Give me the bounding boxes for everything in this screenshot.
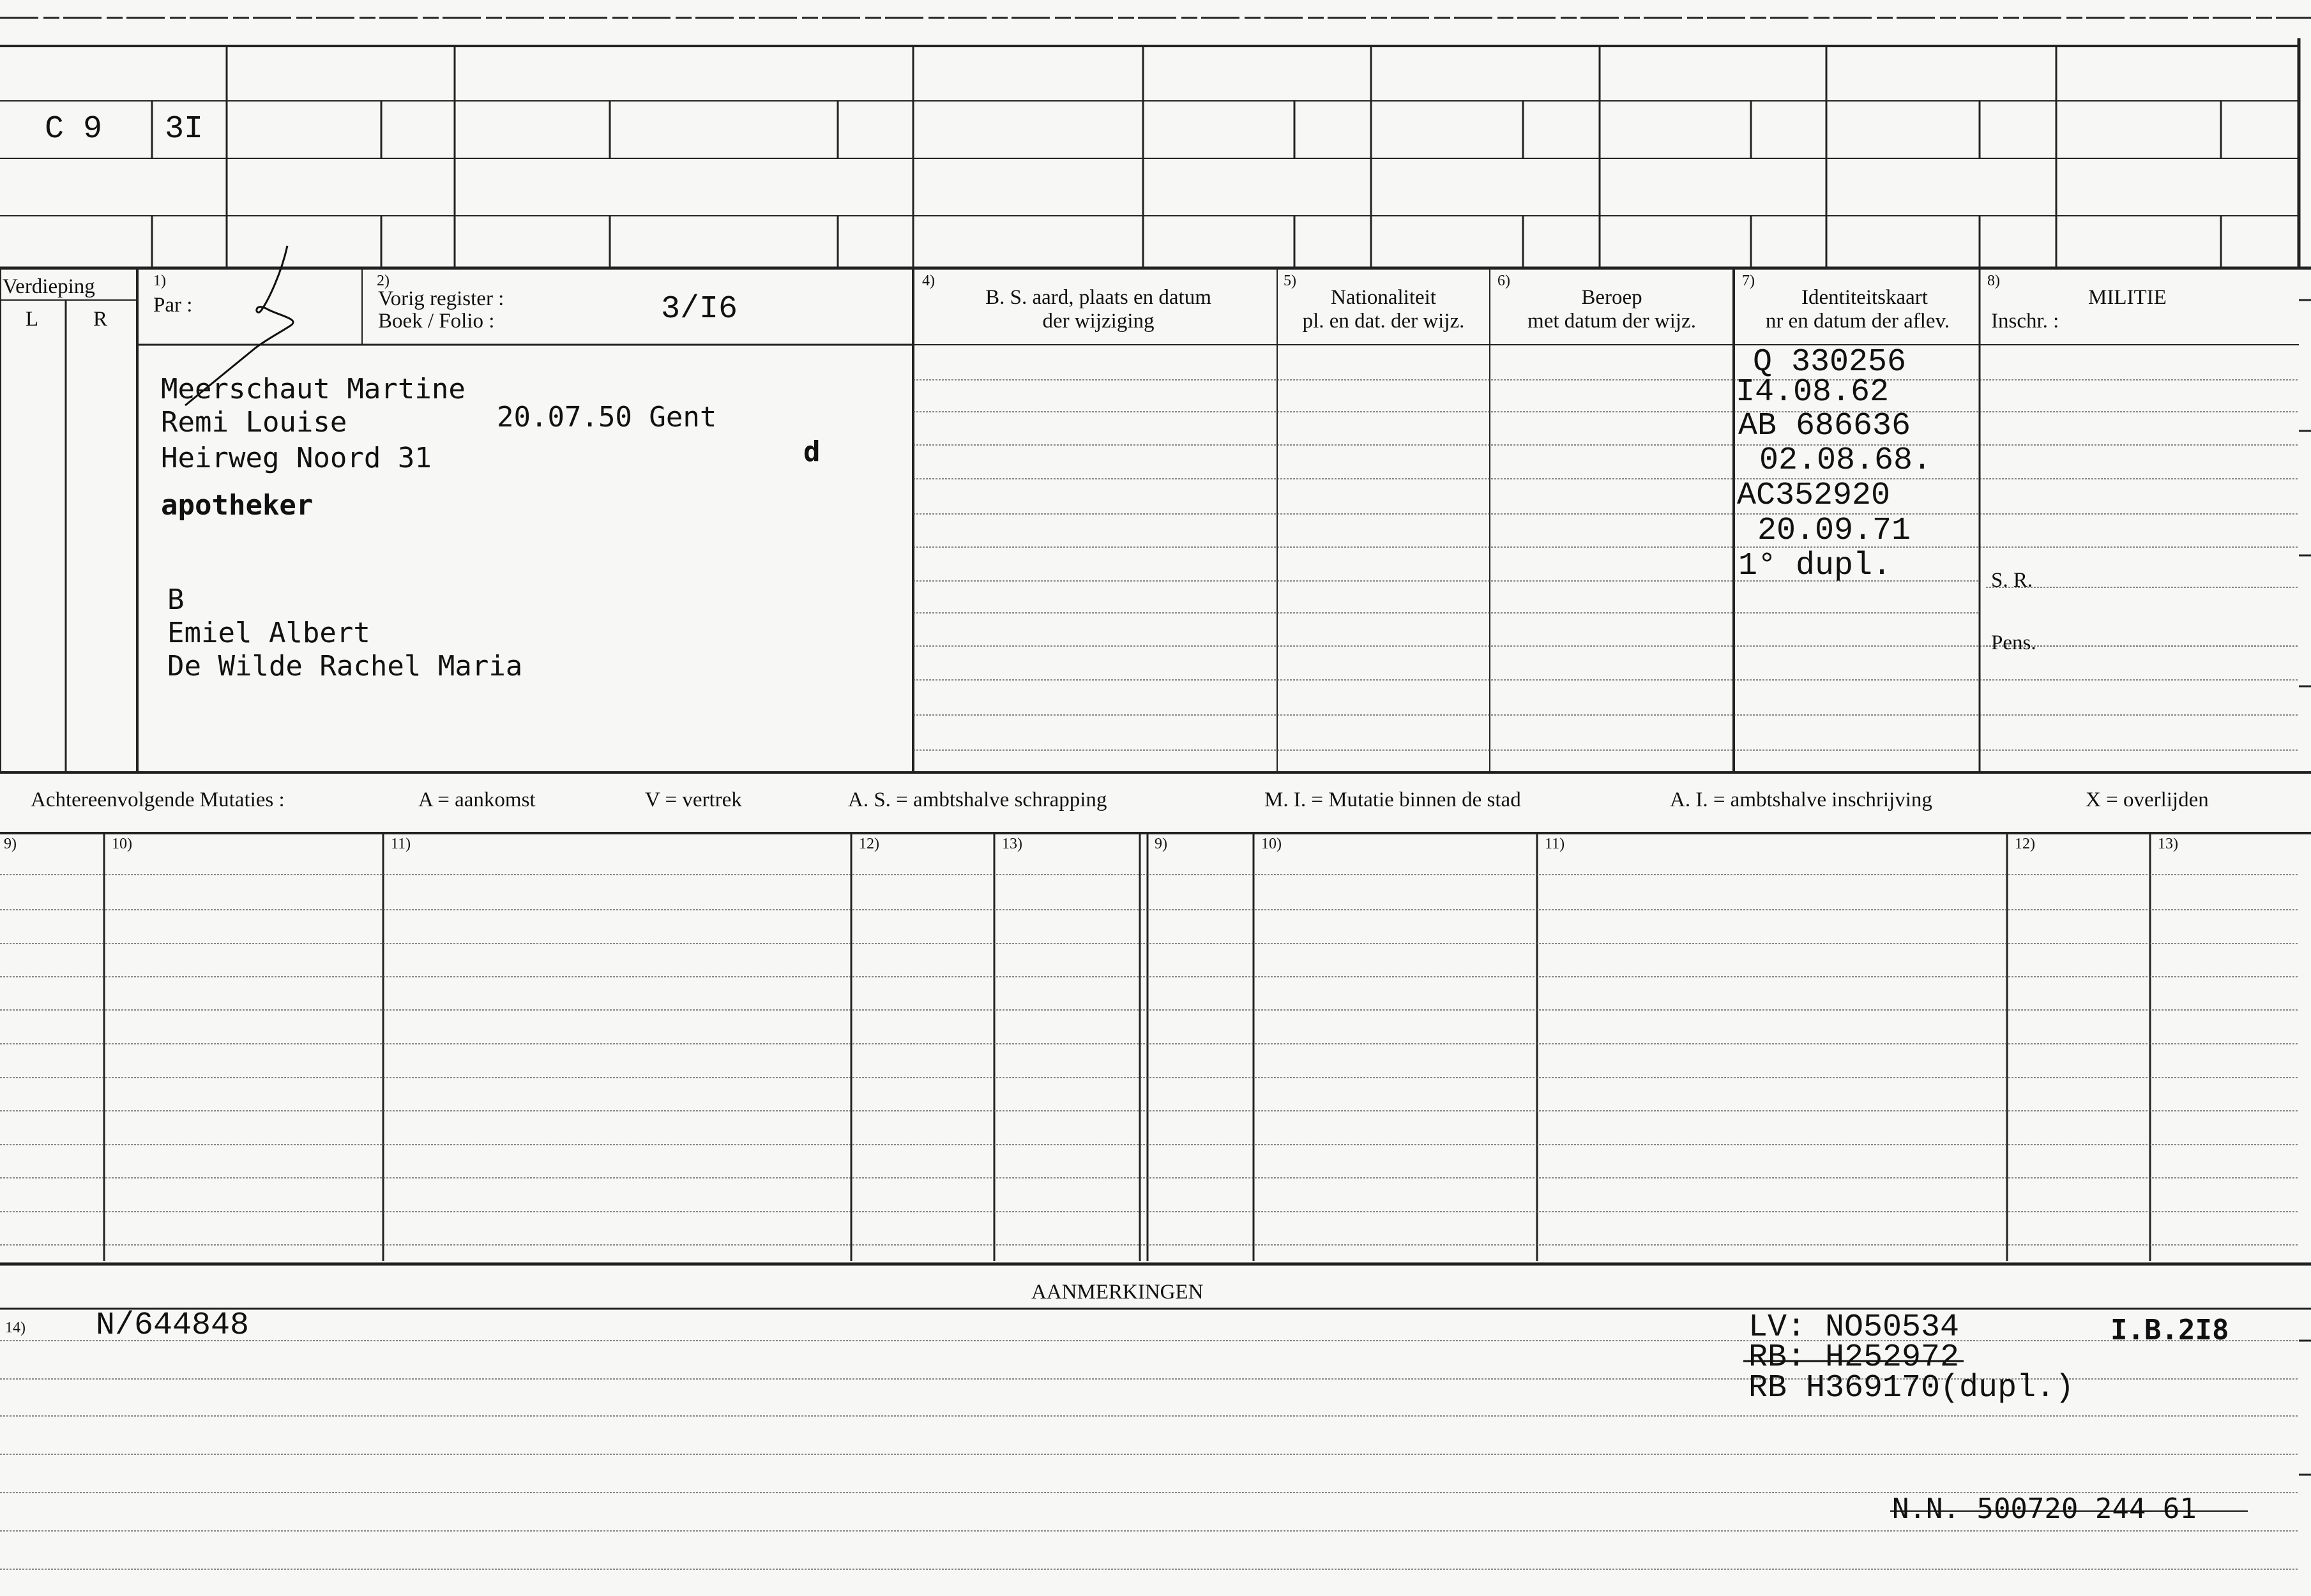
sr-label: S. R. bbox=[1991, 569, 2033, 592]
r-label: R bbox=[93, 308, 108, 331]
num8-label: 8) bbox=[1987, 273, 2000, 289]
mutation-col-label: 10) bbox=[112, 836, 132, 852]
id-entry: AC352920 bbox=[1737, 478, 1891, 514]
code-right: 3I bbox=[165, 111, 204, 147]
num1-label: 1) bbox=[153, 273, 166, 289]
legend-as: A. S. = ambtshalve schrapping bbox=[848, 788, 1107, 811]
mutation-col-label: 11) bbox=[1545, 836, 1565, 852]
boek-folio-label: Boek / Folio : bbox=[378, 310, 495, 333]
remarks-rb-old: RB: H252972 bbox=[1748, 1339, 1960, 1376]
legend-title: Achtereenvolgende Mutaties : bbox=[31, 788, 285, 811]
person-address: Heirweg Noord 31 bbox=[161, 442, 432, 474]
legend-mi: M. I. = Mutatie binnen de stad bbox=[1264, 788, 1521, 811]
code-left: C 9 bbox=[45, 111, 103, 147]
legend-ai: A. I. = ambtshalve inschrijving bbox=[1670, 788, 1932, 811]
remarks-rb-new: RB H369170(dupl.) bbox=[1748, 1370, 2075, 1406]
mutation-col-label: 9) bbox=[1155, 836, 1167, 852]
legend-x: X = overlijden bbox=[2086, 788, 2209, 811]
person-mark-d: d bbox=[803, 435, 821, 468]
remarks-lv: LV: NO50534 bbox=[1748, 1309, 1960, 1346]
beroep-line1: Beroep bbox=[1581, 286, 1642, 309]
inschr-label: Inschr. : bbox=[1991, 310, 2059, 333]
beroep-line2: met datum der wijz. bbox=[1527, 310, 1696, 333]
legend-v: V = vertrek bbox=[645, 788, 742, 811]
mutation-col-label: 11) bbox=[391, 836, 411, 852]
id-entry: 1° dupl. bbox=[1738, 548, 1892, 584]
person-name-line1: Meerschaut Martine bbox=[161, 373, 466, 405]
num7-label: 7) bbox=[1742, 273, 1755, 289]
par-label: Par : bbox=[153, 294, 193, 317]
bs-line2: der wijziging bbox=[1042, 310, 1155, 333]
id-entry: AB 686636 bbox=[1738, 408, 1911, 444]
l-label: L bbox=[26, 308, 39, 331]
num4-label: 4) bbox=[922, 273, 935, 289]
person-birth: 20.07.50 Gent bbox=[497, 401, 717, 433]
id-line1: Identiteitskaart bbox=[1801, 286, 1928, 309]
mutation-col-label: 13) bbox=[2158, 836, 2178, 852]
mutation-col-label: 10) bbox=[1261, 836, 1282, 852]
legend-a: A = aankomst bbox=[418, 788, 536, 811]
id-entry: I4.08.62 bbox=[1736, 374, 1890, 410]
id-line2: nr en datum der aflev. bbox=[1765, 310, 1950, 333]
militie-label: MILITIE bbox=[2088, 286, 2167, 309]
mutation-col-label: 12) bbox=[859, 836, 879, 852]
bs-line1: B. S. aard, plaats en datum bbox=[985, 286, 1211, 309]
person-b: B bbox=[167, 583, 185, 616]
remarks-ib: I.B.2I8 bbox=[2110, 1314, 2229, 1346]
id-entry: 02.08.68. bbox=[1759, 442, 1932, 479]
remarks-title: AANMERKINGEN bbox=[1031, 1281, 1204, 1304]
pens-label: Pens. bbox=[1991, 631, 2036, 654]
vorig-register-label: Vorig register : bbox=[378, 287, 504, 310]
mutation-col-label: 13) bbox=[1002, 836, 1022, 852]
nat-line1: Nationaliteit bbox=[1331, 286, 1436, 309]
nat-line2: pl. en dat. der wijz. bbox=[1302, 310, 1465, 333]
verdieping-label: Verdieping bbox=[3, 275, 95, 298]
person-name-line2: Remi Louise bbox=[161, 406, 347, 439]
mutation-col-label: 9) bbox=[4, 836, 17, 852]
id-entry: 20.09.71 bbox=[1757, 513, 1911, 549]
id-entry: Q 330256 bbox=[1753, 344, 1907, 380]
num5-label: 5) bbox=[1284, 273, 1296, 289]
person-occupation: apotheker bbox=[161, 489, 314, 522]
remarks-n-number: N/644848 bbox=[96, 1307, 250, 1344]
num2-label: 2) bbox=[377, 273, 390, 289]
person-mother: De Wilde Rachel Maria bbox=[167, 650, 523, 682]
remarks-nn: N.N. 500720 244 61 bbox=[1892, 1493, 2197, 1525]
num14-label: 14) bbox=[5, 1320, 26, 1336]
num6-label: 6) bbox=[1497, 273, 1510, 289]
person-father: Emiel Albert bbox=[167, 617, 370, 649]
mutation-col-label: 12) bbox=[2015, 836, 2035, 852]
boek-folio-value: 3/I6 bbox=[661, 291, 738, 327]
